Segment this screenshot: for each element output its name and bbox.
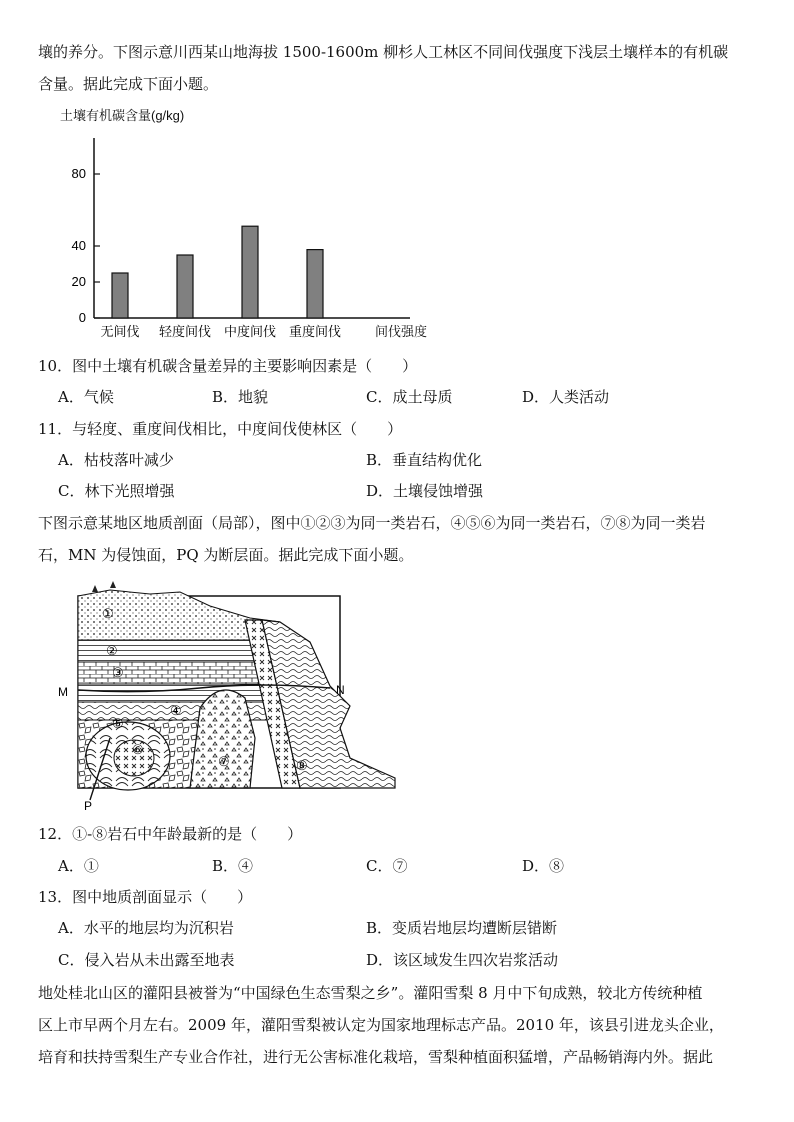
- intro-line-1: 壤的养分。下图示意川西某山地海拔 1500-1600m 柳杉人工林区不同间伐强度下浅层土壤样本的有机碳: [38, 43, 729, 61]
- x-tick-label: 无间伐: [100, 324, 140, 339]
- x-axis-label: 间伐强度: [375, 324, 428, 339]
- geo-profile-svg: [50, 578, 410, 810]
- x-tick-label: 重度间伐: [288, 324, 342, 339]
- rock-label-2: ②: [106, 644, 118, 659]
- q13-option-d[interactable]: D．该区域发生四次岩浆活动: [366, 951, 559, 969]
- geo-intro-line-1: 下图示意某地区地质剖面（局部），图中①②③为同一类岩石，④⑤⑥为同一类岩石，⑦⑧为同一类岩: [38, 514, 706, 532]
- q11-option-c[interactable]: C．林下光照增强: [58, 482, 175, 500]
- q13-option-a[interactable]: A．水平的地层均为沉积岩: [58, 919, 234, 937]
- q10-option-d[interactable]: D．人类活动: [522, 388, 610, 406]
- q12-option-a[interactable]: A．①: [58, 857, 99, 875]
- q12-option-b[interactable]: B．④: [212, 857, 254, 875]
- x-tick-label: 中度间伐: [223, 324, 277, 339]
- q13-option-c[interactable]: C．侵入岩从未出露至地表: [58, 951, 235, 969]
- q11-option-b[interactable]: B．垂直结构优化: [366, 451, 483, 469]
- y-tick-label: 40: [71, 238, 86, 253]
- q12-option-d[interactable]: D．⑧: [522, 857, 565, 875]
- y-tick-label: 80: [71, 166, 86, 181]
- q11-stem: 11．与轻度、重度间伐相比，中度间伐使林区（ ）: [38, 420, 403, 438]
- x-tick-label: 轻度间伐: [158, 324, 212, 339]
- bar-3: [242, 226, 258, 318]
- outro-line-1: 地处桂北山区的灌阳县被誉为“中国绿色生态雪梨之乡”。灌阳雪梨 8 月中下旬成熟，较北方传统种植: [38, 984, 703, 1002]
- outro-line-2: 区上市早两个月左右。2009 年，灌阳雪梨被认定为国家地理标志产品。2010 年，该县引进龙头企业，: [38, 1016, 724, 1034]
- geo-intro-line-2: 石，MN 为侵蚀面，PQ 为断层面。据此完成下面小题。: [38, 546, 414, 564]
- soil-carbon-bar-chart: [30, 100, 450, 350]
- y-axis-label: 土壤有机碳含量(g/kg): [60, 108, 185, 123]
- intro-line-2: 含量。据此完成下面小题。: [38, 75, 219, 93]
- chart-svg: [30, 100, 450, 350]
- point-m-label: M: [58, 685, 68, 699]
- q13-option-b[interactable]: B．变质岩地层均遭断层错断: [366, 919, 558, 937]
- q10-option-c[interactable]: C．成土母质: [366, 388, 453, 406]
- y-tick-label: 20: [71, 274, 86, 289]
- q10-stem: 10．图中土壤有机碳含量差异的主要影响因素是（ ）: [38, 357, 418, 375]
- q12-stem: 12．①-⑧岩石中年龄最新的是（ ）: [38, 825, 303, 843]
- rock-label-5: ⑤: [112, 717, 124, 732]
- point-n-label: N: [336, 683, 345, 697]
- rock-label-1: ①: [102, 607, 114, 622]
- rock-label-4: ④: [170, 704, 182, 719]
- q13-stem: 13．图中地质剖面显示（ ）: [38, 888, 253, 906]
- q10-option-a[interactable]: A．气候: [58, 388, 114, 406]
- rock-label-6: ⑥: [132, 743, 144, 758]
- q10-option-b[interactable]: B．地貌: [212, 388, 269, 406]
- q11-option-d[interactable]: D．土壤侵蚀增强: [366, 482, 484, 500]
- q11-option-a[interactable]: A．枯枝落叶减少: [58, 451, 174, 469]
- rock-label-7: ⑦: [218, 755, 230, 770]
- bar-1: [112, 273, 128, 318]
- q12-option-c[interactable]: C．⑦: [366, 857, 408, 875]
- point-p-label: P: [84, 799, 93, 810]
- bar-2: [177, 255, 193, 318]
- y-tick-label: 0: [78, 310, 86, 325]
- geological-profile-figure: [50, 578, 410, 810]
- rock-label-3: ③: [112, 666, 124, 681]
- outro-line-3: 培育和扶持雪梨生产专业合作社，进行无公害标准化栽培，雪梨种植面积猛增，产品畅销海内外。据此: [38, 1048, 714, 1066]
- rock-label-8: ⑧: [296, 759, 308, 774]
- bar-4: [307, 250, 323, 318]
